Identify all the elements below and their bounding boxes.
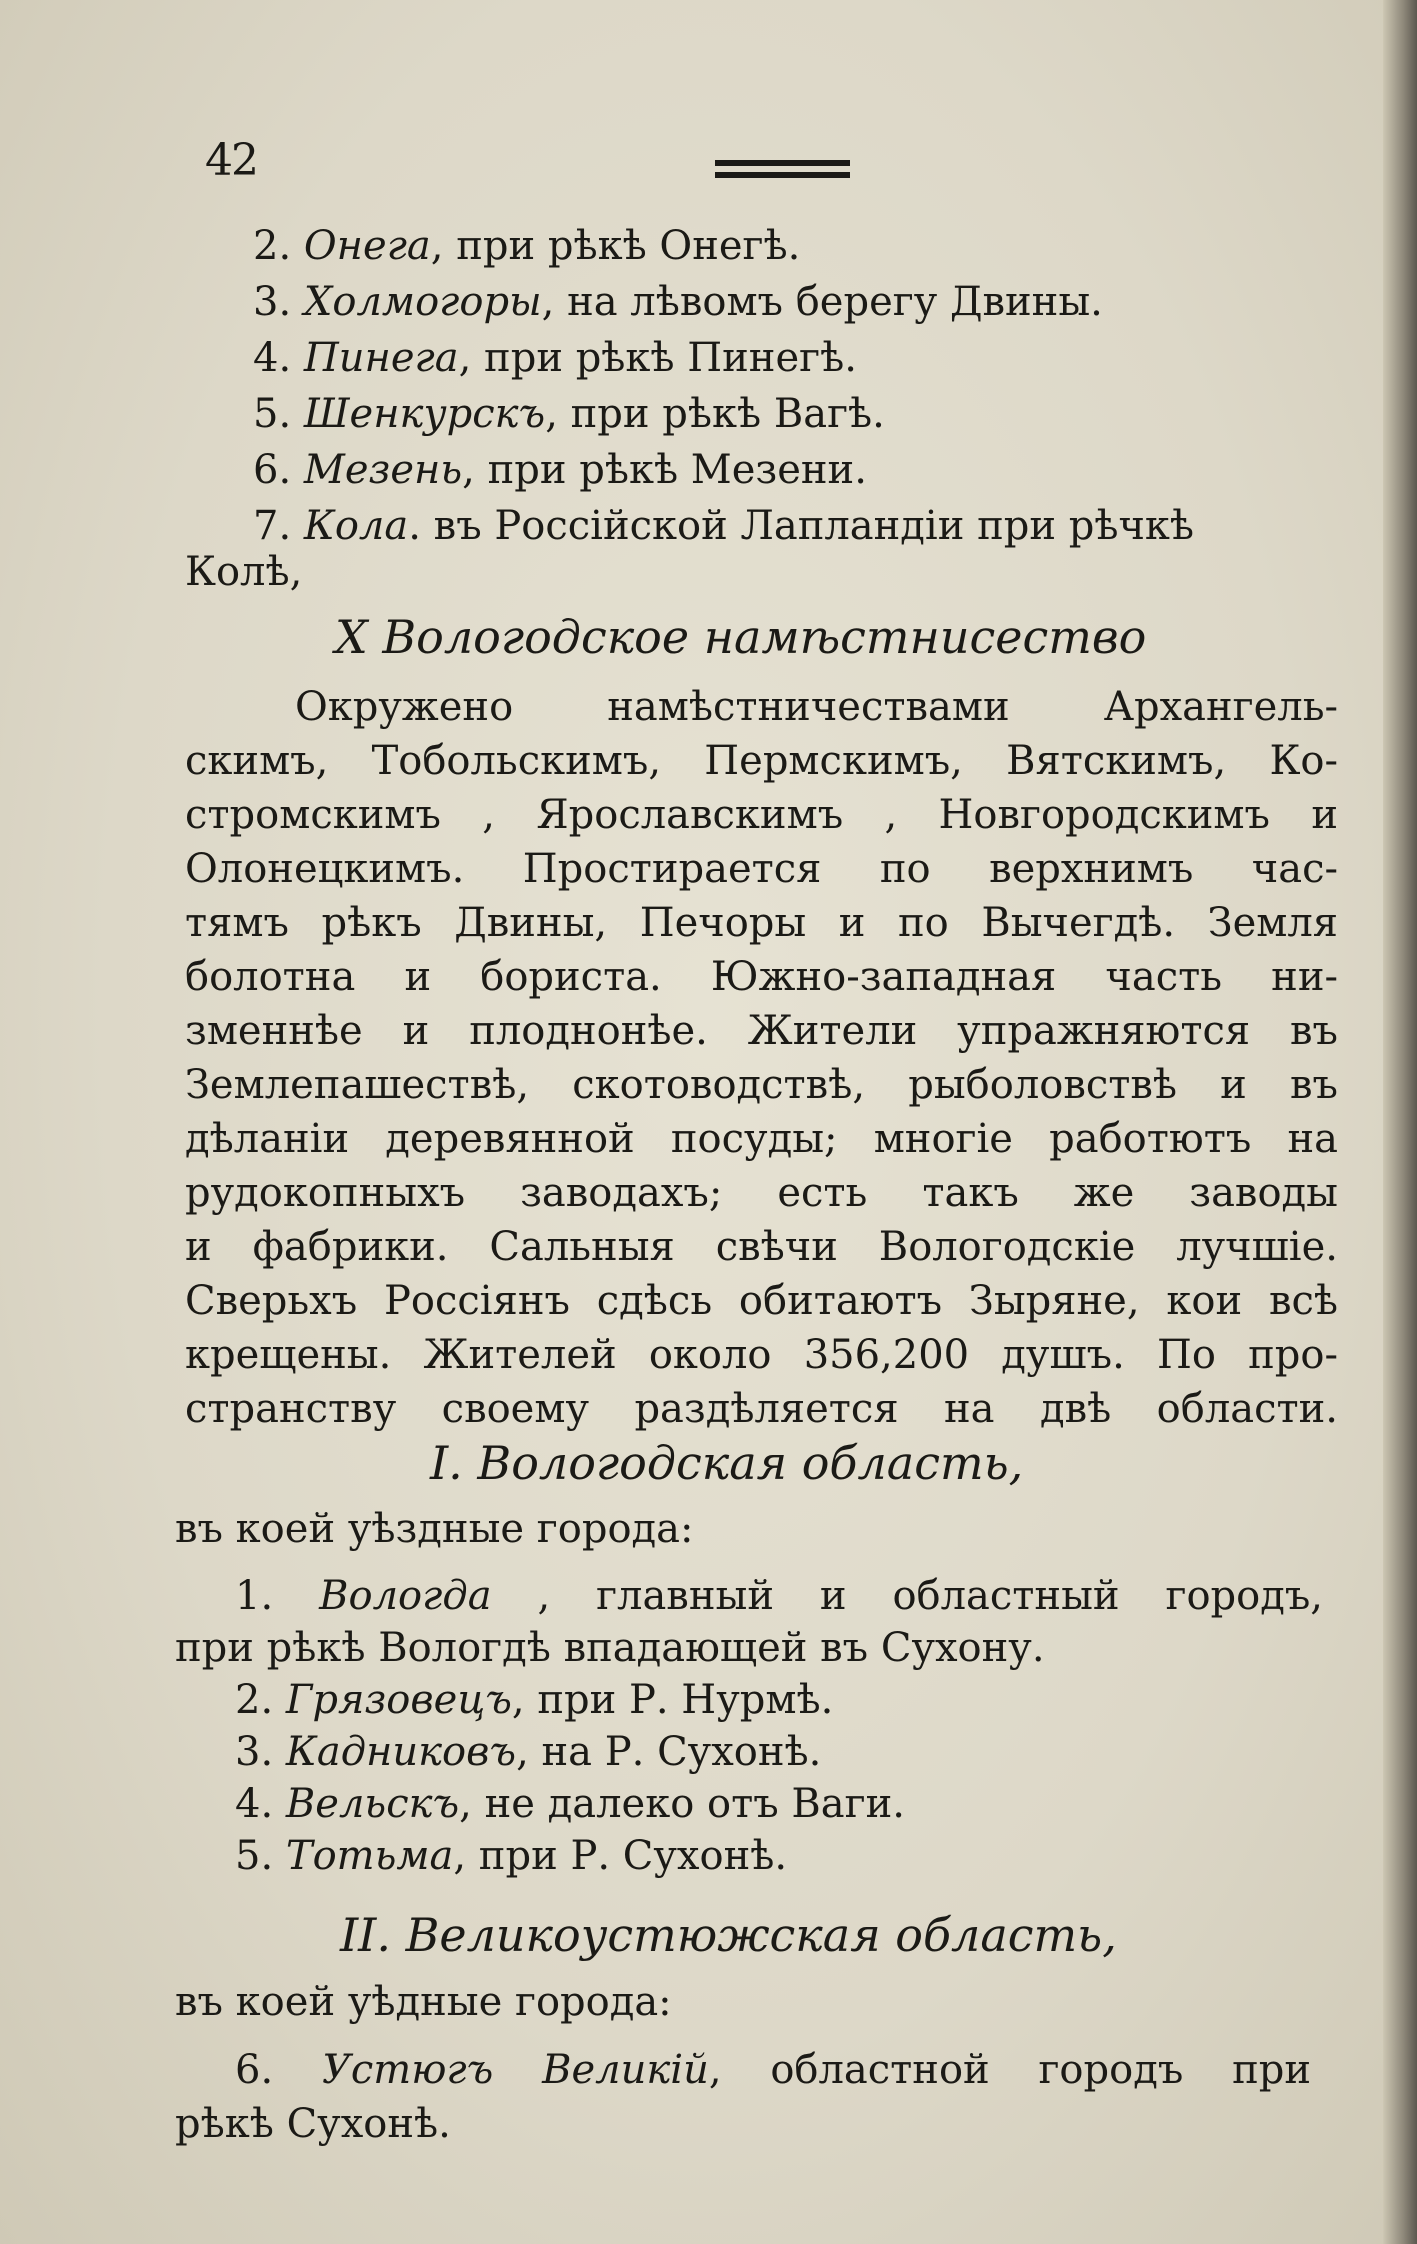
list-item: 5. Шенкурскъ, при рѣкѣ Вагѣ.: [253, 391, 885, 437]
paragraph-line: тямъ рѣкъ Двины, Печоры и по Вычегдѣ. Земля: [185, 900, 1338, 946]
paragraph-line: зменнѣе и плоднонѣе. Жители упражняются въ: [185, 1008, 1338, 1054]
list-item: 6. Мезень, при рѣкѣ Мезени.: [253, 447, 867, 493]
header-rule: [715, 160, 850, 184]
list-item: 4. Вельскъ, не далеко отъ Ваги.: [235, 1781, 905, 1827]
page-number: 42: [205, 135, 257, 186]
list-item: 4. Пинега, при рѣкѣ Пинегѣ.: [253, 335, 857, 381]
book-spine-shadow: [1383, 0, 1417, 2244]
paragraph-line: Окружено намѣстничествами Архангель-: [295, 684, 1338, 730]
list-item-continuation: рѣкѣ Сухонѣ.: [175, 2101, 451, 2147]
paragraph-line: крещены. Жителей около 356,200 душъ. По про-: [185, 1332, 1338, 1378]
paragraph-line: Сверьхъ Россiянъ сдѣсь обитаютъ Зыряне, кои всѣ: [185, 1278, 1338, 1324]
paragraph-line: рудокопныхъ заводахъ; есть такъ же заводы: [185, 1170, 1338, 1216]
section-heading: X Вологодское намѣстнисество: [335, 610, 1147, 664]
paragraph-line: стромскимъ , Ярославскимъ , Новгородскимъ и: [185, 792, 1338, 838]
list-item: 7. Кола. въ Россiйской Лапландiи при рѣчкѣ: [253, 503, 1195, 549]
paragraph-line: дѣланiи деревянной посуды; многiе работютъ на: [185, 1116, 1338, 1162]
paragraph-line: Землепашествѣ, скотоводствѣ, рыболовствѣ и въ: [185, 1062, 1338, 1108]
subsection-heading: I. Вологодская область,: [430, 1436, 1024, 1490]
paragraph-line: и фабрики. Сальныя свѣчи Вологодскiе лучшiе.: [185, 1224, 1338, 1270]
list-item-continuation: при рѣкѣ Вологдѣ впадающей въ Сухону.: [175, 1625, 1045, 1671]
paragraph-line: скимъ, Тобольскимъ, Пермскимъ, Вятскимъ, Ко-: [185, 738, 1338, 784]
subsection-heading: II. Великоустюжская область,: [340, 1908, 1117, 1962]
list-item: 2. Онега, при рѣкѣ Онегѣ.: [253, 223, 801, 269]
paragraph-line: Олонецкимъ. Простирается по верхнимъ час-: [185, 846, 1338, 892]
list-item: 3. Кадниковъ, на Р. Сухонѣ.: [235, 1729, 822, 1775]
list-item: 3. Холмогоры, на лѣвомъ берегу Двины.: [253, 279, 1103, 325]
paragraph-line: болотна и бориста. Южно-западная часть ни-: [185, 954, 1338, 1000]
list-item-continuation: Колѣ,: [185, 549, 303, 595]
list-item: 1. Вологда , главный и областный городъ,: [235, 1573, 1324, 1619]
subsection-intro: въ коей уѣздные города:: [175, 1506, 694, 1552]
paragraph-line: странству своему раздѣляется на двѣ области.: [185, 1386, 1338, 1432]
list-item: 6. Устюгъ Великiй, областной городъ при: [235, 2047, 1311, 2093]
subsection-intro: въ коей уѣдные города:: [175, 1979, 672, 2025]
list-item: 2. Грязовецъ, при Р. Нурмѣ.: [235, 1677, 834, 1723]
list-item: 5. Тотьма, при Р. Сухонѣ.: [235, 1833, 788, 1879]
